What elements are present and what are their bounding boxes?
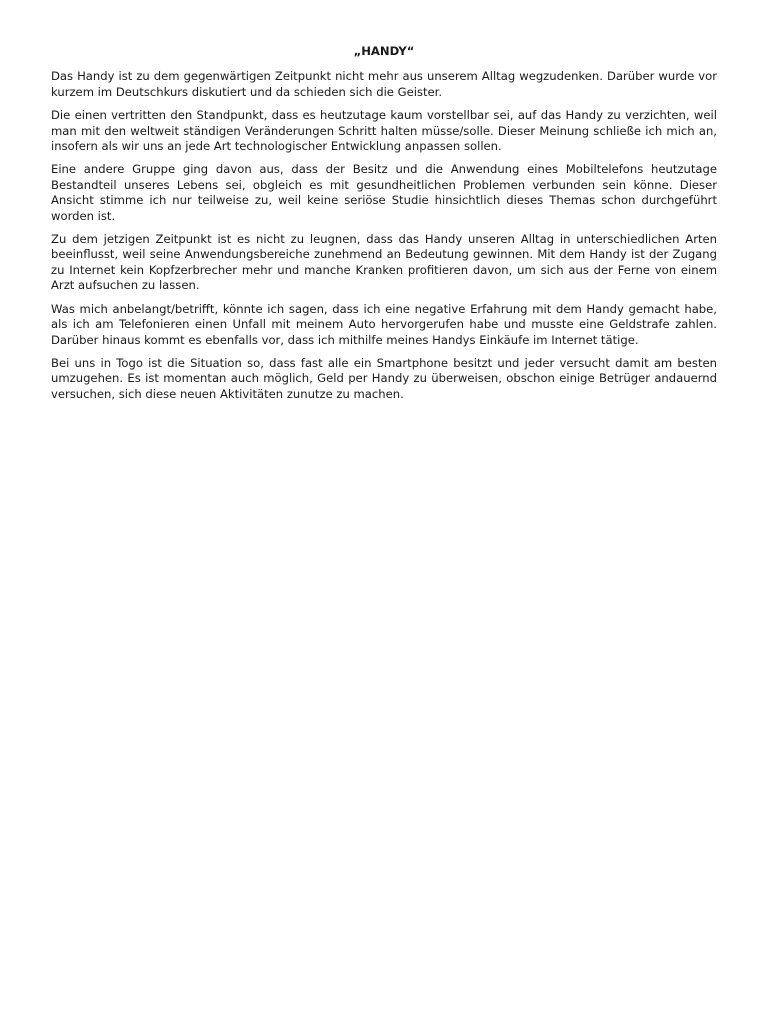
- paragraph-1: Das Handy ist zu dem gegenwärtigen Zeitpunkt nicht mehr aus unserem Alltag wegzudenken. Darüber wurde vor kurzem im Deutschkurs diskutiert und da schieden sich die Geister.: [51, 69, 717, 99]
- paragraph-6: Bei uns in Togo ist die Situation so, dass fast alle ein Smartphone besitzt und jeder versucht damit am besten umzugehen. Es ist momentan auch möglich, Geld per Handy zu überweisen, obschon einige Betrüger andauernd versuchen, sich diese neuen Aktivitäten zunutze zu machen.: [51, 355, 717, 401]
- document-title: „HANDY“: [353, 44, 415, 58]
- paragraph-5: Was mich anbelangt/betrifft, könnte ich sagen, dass ich eine negative Erfahrung mit dem Handy gemacht habe, als ich am Telefonieren einen Unfall mit meinem Auto hervorgerufen habe und musste eine Geldstrafe zahlen. Darüber hinaus kommt es ebenfalls vor, dass ich mithilfe meines Handys Einkäufe im Internet tätige.: [51, 301, 717, 347]
- paragraph-4: Zu dem jetzigen Zeitpunkt ist es nicht zu leugnen, dass das Handy unseren Alltag in unterschiedlichen Arten beeinflusst, weil seine Anwendungsbereiche zunehmend an Bedeutung gewinnen. Mit dem Handy ist der Zugang zu Internet kein Kopfzerbrecher mehr und manche Kranken profitieren davon, um sich aus der Ferne von einem Arzt aufsuchen zu lassen.: [51, 232, 717, 293]
- paragraph-2: Die einen vertritten den Standpunkt, dass es heutzutage kaum vorstellbar sei, auf das Handy zu verzichten, weil man mit den weltweit ständigen Veränderungen Schritt halten müsse/solle. Dieser Meinung schließe ich mich an, insofern als wir uns an jede Art technologischer Entwicklung anpassen sollen.: [51, 108, 717, 154]
- document-page: [51, 44, 717, 410]
- paragraph-3: Eine andere Gruppe ging davon aus, dass der Besitz und die Anwendung eines Mobiltelefons heutzutage Bestandteil unseres Lebens sei, obgleich es mit gesundheitlichen Problemen verbunden sein könne. Dieser Ansicht stimme ich nur teilweise zu, weil keine seriöse Studie hinsichtlich dieses Themas schon durchgeführt worden ist.: [51, 162, 717, 223]
